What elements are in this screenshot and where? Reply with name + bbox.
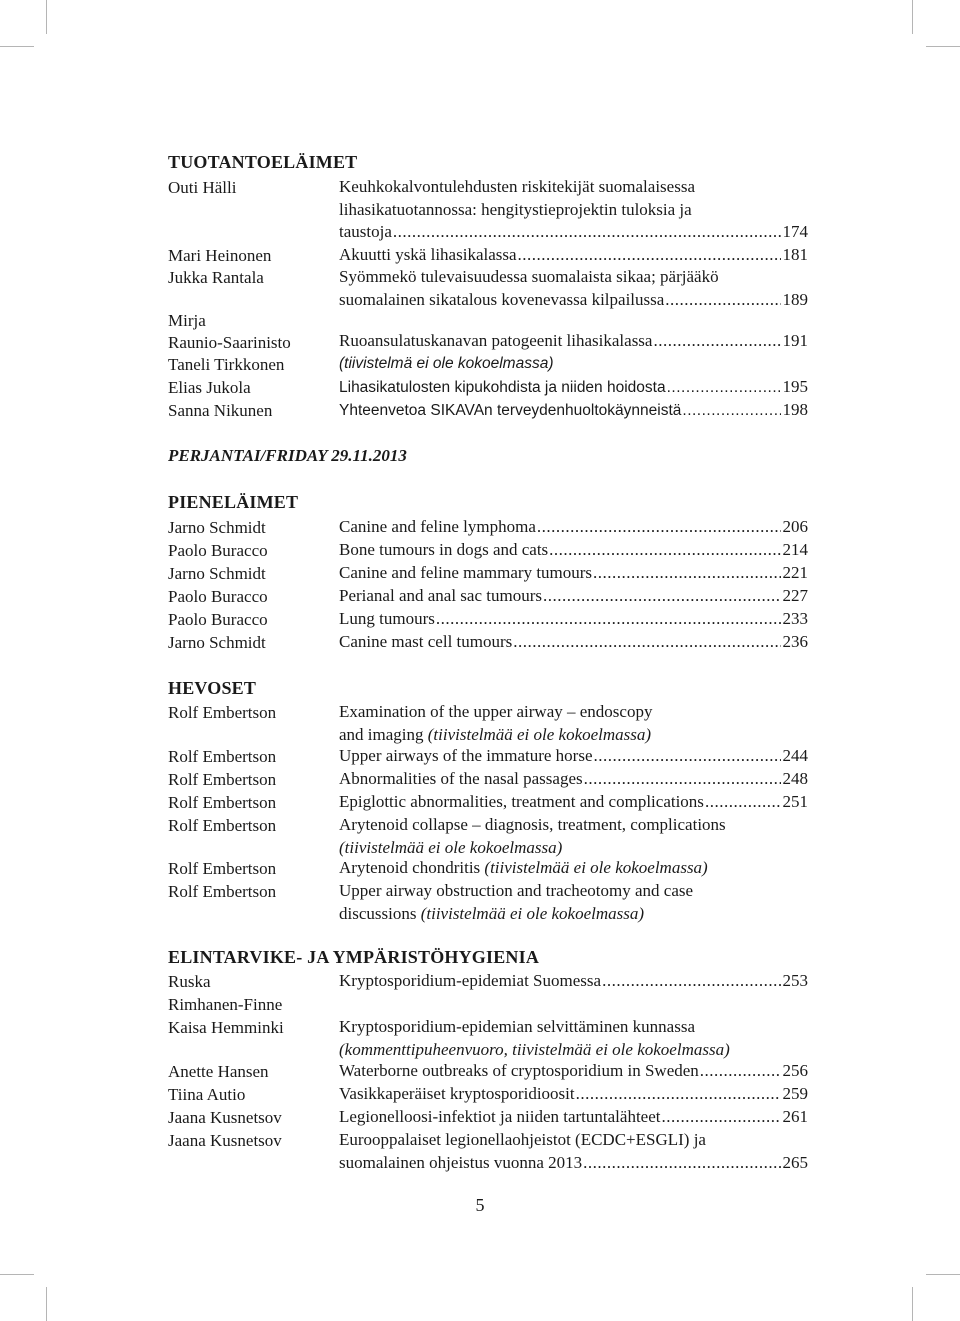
entry-title: Legionelloosi-infektiot ja niiden tartuntalähteet ..... 261 [339,1106,808,1129]
entry-title: Lihasikatulosten kipukohdista ja niiden hoidosta ..... 195 [339,376,808,399]
crop-mark [0,46,34,47]
entry-title: Vasikkaperäiset kryptosporidioosit ..... 259 [339,1083,808,1106]
leader-dots [513,631,780,654]
leader-dots [576,1083,781,1106]
entry-page: 214 [782,540,808,559]
entry-title: Syömmekö tulevaisuudessa suomalaista sikaa; pärjääkö suomalainen sikatalous kovenevassa kilpailussa ..... 189 [339,266,808,311]
entry-title: Upper airways of the immature horse ..... 244 [339,745,808,768]
entry-page: 221 [782,563,808,582]
entry-page: 256 [782,1061,808,1080]
entry-page: 195 [782,377,808,396]
entry-page: 181 [782,244,808,264]
entry-page: 244 [782,746,808,765]
entry-title: Akuutti yskä lihasikalassa ..... 181 [339,244,808,267]
leader-dots [667,377,781,400]
entry-page: 259 [782,1084,808,1103]
leader-dots [549,539,780,562]
section-heading: PIENELÄIMET [168,492,299,512]
entry-author: Outi Hälli [168,178,237,197]
entry-title: Arytenoid chondritis (tiivistelmää ei ole kokoelmassa) [339,858,708,877]
entry-page: 191 [782,331,808,350]
leader-dots [705,791,781,814]
entry-author: Tiina Autio [168,1085,246,1104]
entry-title: Perianal and anal sac tumours ..... 227 [339,585,808,608]
entry-author: Rimhanen-Finne [168,995,283,1014]
entry-title: Ruoansulatuskanavan patogeenit lihasikalassa ..... 191 [339,330,808,353]
leader-dots [653,330,780,353]
day-heading: PERJANTAI/FRIDAY 29.11.2013 [168,446,407,465]
entry-title: Yhteenvetoa SIKAVAn terveydenhuoltokäynneistä ..... 198 [339,399,808,422]
entry-title: Kryptosporidium-epidemiat Suomessa ..... 253 [339,970,808,993]
entry-title: Upper airway obstruction and tracheotomy and case discussions (tiivistelmää ei ole kokoelmassa) [339,881,694,923]
crop-mark [912,1287,913,1321]
entry-author: Rolf Embertson [168,793,277,812]
leader-dots [602,970,780,993]
crop-mark [926,46,960,47]
entry-author: Jarno Schmidt [168,564,266,583]
leader-dots [700,1060,781,1083]
crop-mark [46,1287,47,1321]
crop-mark [46,0,47,34]
entry-page: 265 [782,1152,808,1172]
entry-author: Anette Hansen [168,1062,269,1081]
entry-author: Mirja [168,311,206,330]
entry-author: Sanna Nikunen [168,401,273,420]
entry-author: Ruska [168,972,211,991]
entry-title: Kryptosporidium-epidemian selvittäminen kunnassa (kommenttipuheenvuoro, tiivistelmää ei ole kokoelmassa) [339,1017,730,1059]
entry-page: 236 [782,632,808,651]
entry-title: Examination of the upper airway – endoscopy and imaging (tiivistelmää ei ole kokoelmassa) [339,702,653,744]
section-heading: ELINTARVIKE- JA YMPÄRISTÖHYGIENIA [168,947,540,967]
entry-title: Lung tumours ..... 233 [339,608,808,631]
entry-page: 261 [782,1107,808,1126]
leader-dots [593,562,780,585]
crop-mark [0,1274,34,1275]
entry-author: Jarno Schmidt [168,518,266,537]
section-heading: HEVOSET [168,678,257,698]
entry-title: Waterborne outbreaks of cryptosporidium in Sweden ..... 256 [339,1060,808,1083]
entry-author: Elias Jukola [168,378,251,397]
entry-author: Paolo Buracco [168,541,268,560]
entry-page: 253 [782,971,808,990]
leader-dots [584,768,781,791]
entry-author: Taneli Tirkkonen [168,355,285,374]
leader-dots [537,516,781,539]
entry-title: Bone tumours in dogs and cats ..... 214 [339,539,808,562]
entry-page: 248 [782,769,808,788]
leader-dots [436,608,781,631]
entry-title: Canine and feline lymphoma ..... 206 [339,516,808,539]
entry-title: Epiglottic abnormalities, treatment and complications ..... 251 [339,791,808,814]
entry-page: 233 [782,609,808,628]
entry-author: Rolf Embertson [168,859,277,878]
leader-dots [543,585,781,608]
entry-author: Paolo Buracco [168,610,268,629]
entry-author: Jaana Kusnetsov [168,1108,282,1127]
entry-title: Canine mast cell tumours ..... 236 [339,631,808,654]
leader-dots [594,745,781,768]
entry-page: 174 [782,222,808,241]
entry-author: Raunio-Saarinisto [168,333,291,352]
entry-author: Paolo Buracco [168,587,268,606]
crop-mark [912,0,913,34]
entry-title: Keuhkokalvontulehdusten riskitekijät suomalaisessa lihasikatuotannossa: hengitystieprojektin tuloksia ja taustoja ..... 174 [339,176,808,244]
entry-title: Abnormalities of the nasal passages ..... 248 [339,768,808,791]
entry-author: Rolf Embertson [168,816,277,835]
entry-title: Arytenoid collapse – diagnosis, treatment, complications (tiivistelmää ei ole kokoelmassa) [339,815,726,857]
entry-page: 206 [782,517,808,536]
leader-dots [518,244,781,267]
crop-mark [926,1274,960,1275]
entry-title: Canine and feline mammary tumours ..... 221 [339,562,808,585]
leader-dots [393,221,781,244]
leader-dots [661,1106,780,1129]
entry-title: (tiivistelmä ei ole kokoelmassa) [339,355,554,372]
entry-author: Rolf Embertson [168,882,277,901]
leader-dots [682,400,780,423]
leader-dots [583,1152,780,1175]
entry-author: Rolf Embertson [168,703,277,722]
entry-author: Rolf Embertson [168,747,277,766]
page-number: 5 [475,1195,485,1215]
entry-author: Jaana Kusnetsov [168,1131,282,1150]
entry-page: 198 [782,400,808,419]
entry-page: 251 [782,792,808,811]
entry-page: 189 [782,289,808,309]
entry-title: Eurooppalaiset legionellaohjeistot (ECDC+ESGLI) ja suomalainen ohjeistus vuonna 2013 ..... 265 [339,1129,808,1174]
entry-author: Rolf Embertson [168,770,277,789]
section-heading: TUOTANTOELÄIMET [168,152,358,172]
leader-dots [665,289,780,312]
entry-author: Jarno Schmidt [168,633,266,652]
entry-author: Kaisa Hemminki [168,1018,284,1037]
entry-author: Jukka Rantala [168,268,264,287]
entry-page: 227 [782,586,808,605]
entry-author: Mari Heinonen [168,245,272,265]
